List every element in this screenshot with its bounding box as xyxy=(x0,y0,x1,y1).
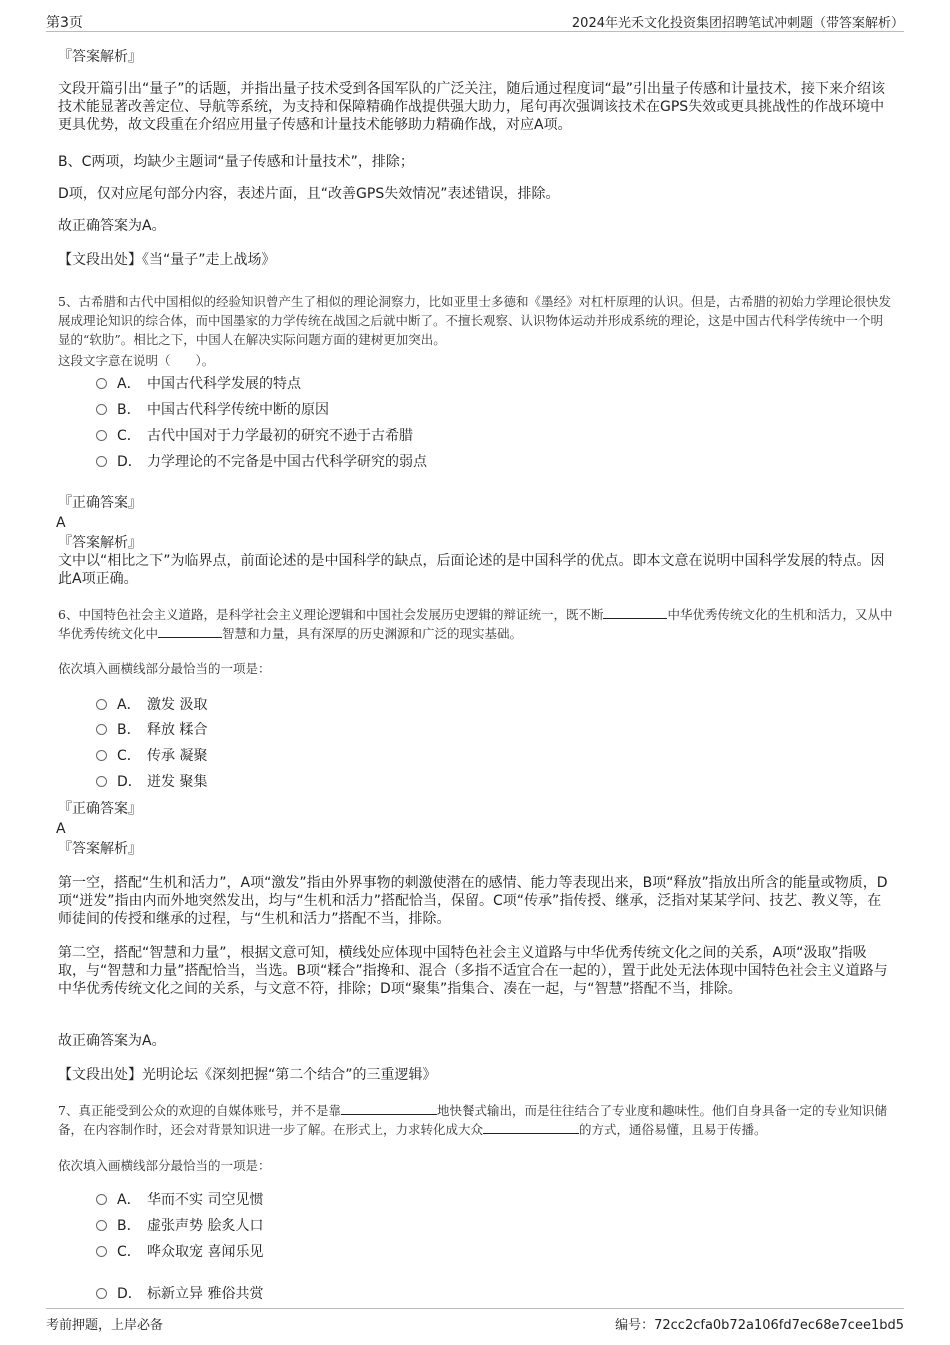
q5-analysis: 文中以“相比之下”为临界点，前面论述的是中国科学的缺点，后面论述的是中国科学的优点。即本文意在说明中国科学发展的特点。因此A项正确。 xyxy=(58,553,885,587)
blank-line xyxy=(603,606,667,619)
q5-option-d[interactable]: D． 力学理论的不完备是中国古代科学研究的弱点 xyxy=(96,453,427,471)
q6-option-b[interactable]: B． 释放 糅合 xyxy=(96,721,207,739)
q6-analysis-p1: 第一空，搭配“生机和活力”，A项“激发”指由外界事物的刺激使潜在的感情、能力等表现出来，B项“释放”指放出所含的能量或物质，D项“迸发”指由内而外地突然发出，均与“生机和活力”搭配恰当，保留。C项“传承”指传授、继承，泛指对某某学问、技艺、教义等，在师徒间的传授和继承的过程，与“生机和活力”搭配不当，排除。 xyxy=(58,875,888,927)
q5-option-c[interactable]: C． 古代中国对于力学最初的研究不逊于古希腊 xyxy=(96,427,413,445)
radio-button[interactable] xyxy=(96,430,107,441)
radio-button[interactable] xyxy=(96,1288,107,1299)
radio-button[interactable] xyxy=(96,699,107,710)
q5-stem: 5、古希腊和古代中国相似的经验知识曾产生了相似的理论洞察力，比如亚里士多德和《墨经》对杠杆原理的认识。但是，古希腊的初始力学理论很快发展成理论知识的综合体，而中国墨家的力学传统在战国之后就中断了。不擅长观察、认识物体运动并形成系统的理论，这是中国古代科学传统中一个明显的“软肋”。相比之下，中国人在解决实际问题方面的建树更加突出。 xyxy=(58,294,891,347)
q5-analysis-label: 『答案解析』 xyxy=(58,535,142,551)
q6-prompt: 依次填入画横线部分最恰当的一项是： xyxy=(58,661,271,676)
footer-slogan: 考前押题，上岸必备 xyxy=(46,1318,164,1333)
radio-button[interactable] xyxy=(96,378,107,389)
q5-answer-label: 『正确答案』 xyxy=(58,495,142,511)
q7-option-a[interactable]: A． 华而不实 司空见惯 xyxy=(96,1191,263,1209)
q6-option-c[interactable]: C． 传承 凝聚 xyxy=(96,747,207,765)
q5-prompt: 这段文字意在说明（ ）。 xyxy=(58,353,215,368)
radio-button[interactable] xyxy=(96,750,107,761)
radio-button[interactable] xyxy=(96,1246,107,1257)
q5-option-b[interactable]: B． 中国古代科学传统中断的原因 xyxy=(96,401,329,419)
q7-option-c[interactable]: C． 哗众取宠 喜闻乐见 xyxy=(96,1243,263,1261)
q7-option-d[interactable]: D． 标新立异 雅俗共赏 xyxy=(96,1285,263,1303)
q4-analysis-p1: 文段开篇引出“量子”的话题，并指出量子技术受到各国军队的广泛关注，随后通过程度词“最”引出量子传感和计量技术，接下来介绍该技术能显著改善定位、导航等系统，为支持和保障精确作战提供强大助力，尾句再次强调该技术在GPS失效或更具挑战性的作战环境中更具优势，故文段重在介绍应用量子传感和计量技术能够助力精确作战，对应A项。 xyxy=(58,81,886,133)
q7-stem: 7、真正能受到公众的欢迎的自媒体账号，并不是靠 地快餐式输出，而是往往结合了专业度和趣味性。他们自身具备一定的专业知识储备，在内容制作时，还会对背景知识进一步了解。在形式上，力求转化成大众 的方式，通俗易懂，且易于传播。 xyxy=(58,1103,887,1137)
page-header xyxy=(0,0,950,32)
blank-line xyxy=(341,1102,437,1115)
radio-button[interactable] xyxy=(96,404,107,415)
page-number: 第3页 xyxy=(46,15,83,31)
q7-prompt: 依次填入画横线部分最恰当的一项是： xyxy=(58,1158,271,1173)
q7-option-b[interactable]: B． 虚张声势 脍炙人口 xyxy=(96,1217,263,1235)
q6-option-d[interactable]: D． 迸发 聚集 xyxy=(96,773,207,791)
q4-analysis-p2: B、C两项，均缺少主题词“量子传感和计量技术”，排除； xyxy=(58,154,414,170)
header-divider xyxy=(46,31,904,32)
q6-analysis-p3: 故正确答案为A。 xyxy=(58,1033,166,1049)
q4-analysis-label: 『答案解析』 xyxy=(58,49,142,65)
q4-source: 【文段出处】《当“量子”走上战场》 xyxy=(58,252,276,268)
q5-answer: A xyxy=(56,515,66,531)
radio-button[interactable] xyxy=(96,1194,107,1205)
q4-analysis-p4: 故正确答案为A。 xyxy=(58,218,166,234)
q6-source: 【文段出处】光明论坛《深刻把握“第二个结合”的三重逻辑》 xyxy=(58,1067,437,1083)
radio-button[interactable] xyxy=(96,456,107,467)
blank-line xyxy=(158,625,222,638)
q6-stem: 6、中国特色社会主义道路，是科学社会主义理论逻辑和中国社会发展历史逻辑的辩证统一，既不断 中华优秀传统文化的生机和活力，又从中华优秀传统文化中 智慧和力量，具有深厚的历史渊源和广泛的现实基础。 xyxy=(58,607,893,641)
blank-line xyxy=(483,1121,579,1134)
q5-option-a[interactable]: A． 中国古代科学发展的特点 xyxy=(96,375,301,393)
radio-button[interactable] xyxy=(96,1220,107,1231)
q6-answer-label: 『正确答案』 xyxy=(58,801,142,817)
q6-analysis-p2: 第二空，搭配“智慧和力量”，根据文意可知，横线处应体现中国特色社会主义道路与中华优秀传统文化之间的关系，A项“汲取”指吸取，与“智慧和力量”搭配恰当，当选。B项“糅合”指搀和、混合（多指不适宜合在一起的），置于此处无法体现中国特色社会主义道路与中华优秀传统文化之间的关系，与文意不符，排除；D项“聚集”指集合、凑在一起，与“智慧”搭配不当，排除。 xyxy=(58,945,888,997)
page-footer xyxy=(0,1308,950,1345)
document-id: 编号：72cc2cfa0b72a106fd7ec68e7cee1bd5 xyxy=(615,1318,904,1333)
q6-analysis-label: 『答案解析』 xyxy=(58,841,142,857)
radio-button[interactable] xyxy=(96,776,107,787)
q6-answer: A xyxy=(56,821,66,837)
q6-option-a[interactable]: A． 激发 汲取 xyxy=(96,696,207,714)
q4-analysis-p3: D项，仅对应尾句部分内容，表述片面，且“改善GPS失效情况”表述错误，排除。 xyxy=(58,186,560,202)
radio-button[interactable] xyxy=(96,724,107,735)
document-title: 2024年光禾文化投资集团招聘笔试冲刺题（带答案解析） xyxy=(571,16,904,31)
footer-divider xyxy=(46,1308,904,1309)
